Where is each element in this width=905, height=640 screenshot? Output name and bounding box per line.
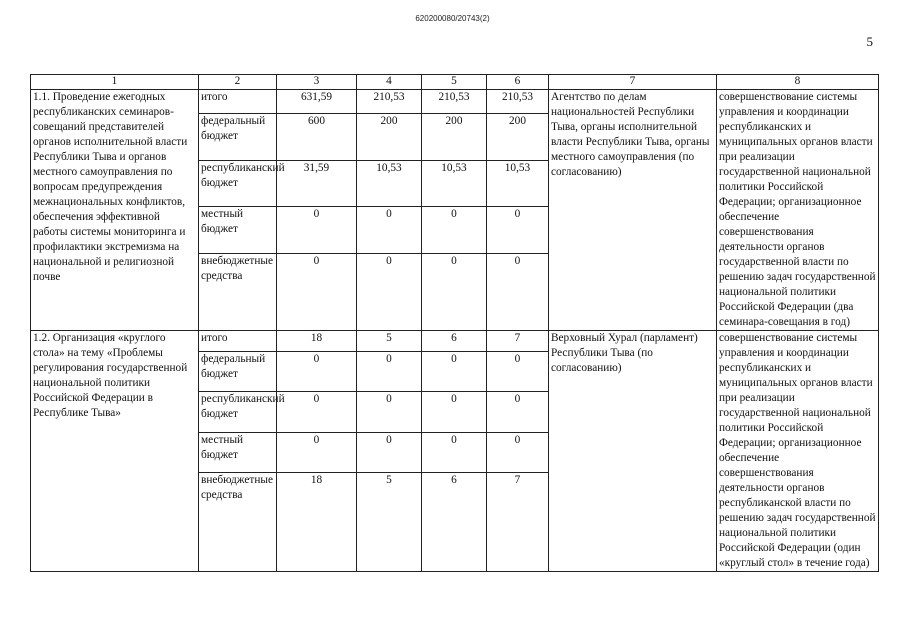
value-cell: 6 bbox=[422, 473, 487, 572]
column-header: 8 bbox=[717, 75, 879, 90]
value-cell: 210,53 bbox=[422, 90, 487, 114]
column-header: 5 bbox=[422, 75, 487, 90]
funding-source: внебюджетные средства bbox=[199, 473, 277, 572]
value-cell: 10,53 bbox=[422, 160, 487, 207]
funding-source: федеральный бюджет bbox=[199, 114, 277, 161]
program-activities-table bbox=[30, 74, 879, 572]
value-cell: 0 bbox=[357, 207, 422, 254]
value-cell: 7 bbox=[487, 473, 549, 572]
value-cell: 0 bbox=[422, 392, 487, 432]
value-cell: 5 bbox=[357, 473, 422, 572]
value-cell: 0 bbox=[357, 254, 422, 331]
funding-source: местный бюджет bbox=[199, 432, 277, 472]
value-cell: 6 bbox=[422, 331, 487, 352]
column-header: 1 bbox=[31, 75, 199, 90]
column-header: 7 bbox=[549, 75, 717, 90]
result-cell: совершенствование системы управления и координации республиканских и муниципальных органов власти при реализации государственной национальной политики Российской Федерации; организационное обеспечение совершенствования деятельности органов государственной власти по решению задач государственной национальной политики Российской Федерации (два семинара-совещания в год) bbox=[717, 90, 879, 331]
value-cell: 210,53 bbox=[487, 90, 549, 114]
value-cell: 0 bbox=[277, 351, 357, 391]
value-cell: 10,53 bbox=[357, 160, 422, 207]
funding-source: местный бюджет bbox=[199, 207, 277, 254]
funding-source: внебюджетные средства bbox=[199, 254, 277, 331]
value-cell: 0 bbox=[422, 432, 487, 472]
value-cell: 600 bbox=[277, 114, 357, 161]
document-id: 620200080/20743(2) bbox=[415, 14, 490, 23]
value-cell: 7 bbox=[487, 331, 549, 352]
page-number: 5 bbox=[866, 34, 873, 49]
value-cell: 0 bbox=[277, 432, 357, 472]
value-cell: 0 bbox=[487, 207, 549, 254]
value-cell: 18 bbox=[277, 331, 357, 352]
value-cell: 200 bbox=[422, 114, 487, 161]
value-cell: 31,59 bbox=[277, 160, 357, 207]
value-cell: 0 bbox=[357, 432, 422, 472]
value-cell: 631,59 bbox=[277, 90, 357, 114]
value-cell: 210,53 bbox=[357, 90, 422, 114]
column-header: 4 bbox=[357, 75, 422, 90]
table-row bbox=[31, 331, 879, 352]
value-cell: 0 bbox=[422, 207, 487, 254]
column-header: 6 bbox=[487, 75, 549, 90]
value-cell: 0 bbox=[357, 392, 422, 432]
column-header: 3 bbox=[277, 75, 357, 90]
funding-source: республиканский бюджет bbox=[199, 160, 277, 207]
value-cell: 0 bbox=[277, 207, 357, 254]
column-numbers-row bbox=[31, 75, 879, 90]
value-cell: 200 bbox=[357, 114, 422, 161]
funding-source: республиканский бюджет bbox=[199, 392, 277, 432]
value-cell: 0 bbox=[357, 351, 422, 391]
value-cell: 0 bbox=[277, 392, 357, 432]
table-row bbox=[31, 90, 879, 114]
value-cell: 0 bbox=[277, 254, 357, 331]
value-cell: 200 bbox=[487, 114, 549, 161]
executor-cell: Верховный Хурал (парламент) Республики Тыва (по согласованию) bbox=[549, 331, 717, 572]
value-cell: 0 bbox=[422, 254, 487, 331]
funding-source: федеральный бюджет bbox=[199, 351, 277, 391]
funding-source: итого bbox=[199, 331, 277, 352]
activity-cell: 1.1. Проведение ежегодных республиканских семинаров-совещаний представителей органов исполнительной власти Республики Тыва и органов местного самоуправления по вопросам предупреждения межнациональных конфликтов, обеспечения эффективной работы системы мониторинга и профилактики экстремизма на национальной и религиозной почве bbox=[31, 90, 199, 331]
activity-cell: 1.2. Организация «круглого стола» на тему «Проблемы регулирования государственной национальной политики Российской Федерации в Республике Тыва» bbox=[31, 331, 199, 572]
value-cell: 10,53 bbox=[487, 160, 549, 207]
value-cell: 0 bbox=[487, 254, 549, 331]
result-cell: совершенствование системы управления и координации республиканских и муниципальных органов власти при реализации государственной национальной политики Российской Федерации; организационное обеспечение совершенствования деятельности органов республиканской власти по решению задач государственной национальной политики Российской Федерации (один «круглый стол» в течение года) bbox=[717, 331, 879, 572]
executor-cell: Агентство по делам национальностей Республики Тыва, органы исполнительной власти Республики Тыва, органы местного самоуправления (по согласованию) bbox=[549, 90, 717, 331]
value-cell: 0 bbox=[487, 392, 549, 432]
value-cell: 5 bbox=[357, 331, 422, 352]
value-cell: 0 bbox=[487, 351, 549, 391]
column-header: 2 bbox=[199, 75, 277, 90]
value-cell: 0 bbox=[487, 432, 549, 472]
value-cell: 18 bbox=[277, 473, 357, 572]
value-cell: 0 bbox=[422, 351, 487, 391]
funding-source: итого bbox=[199, 90, 277, 114]
